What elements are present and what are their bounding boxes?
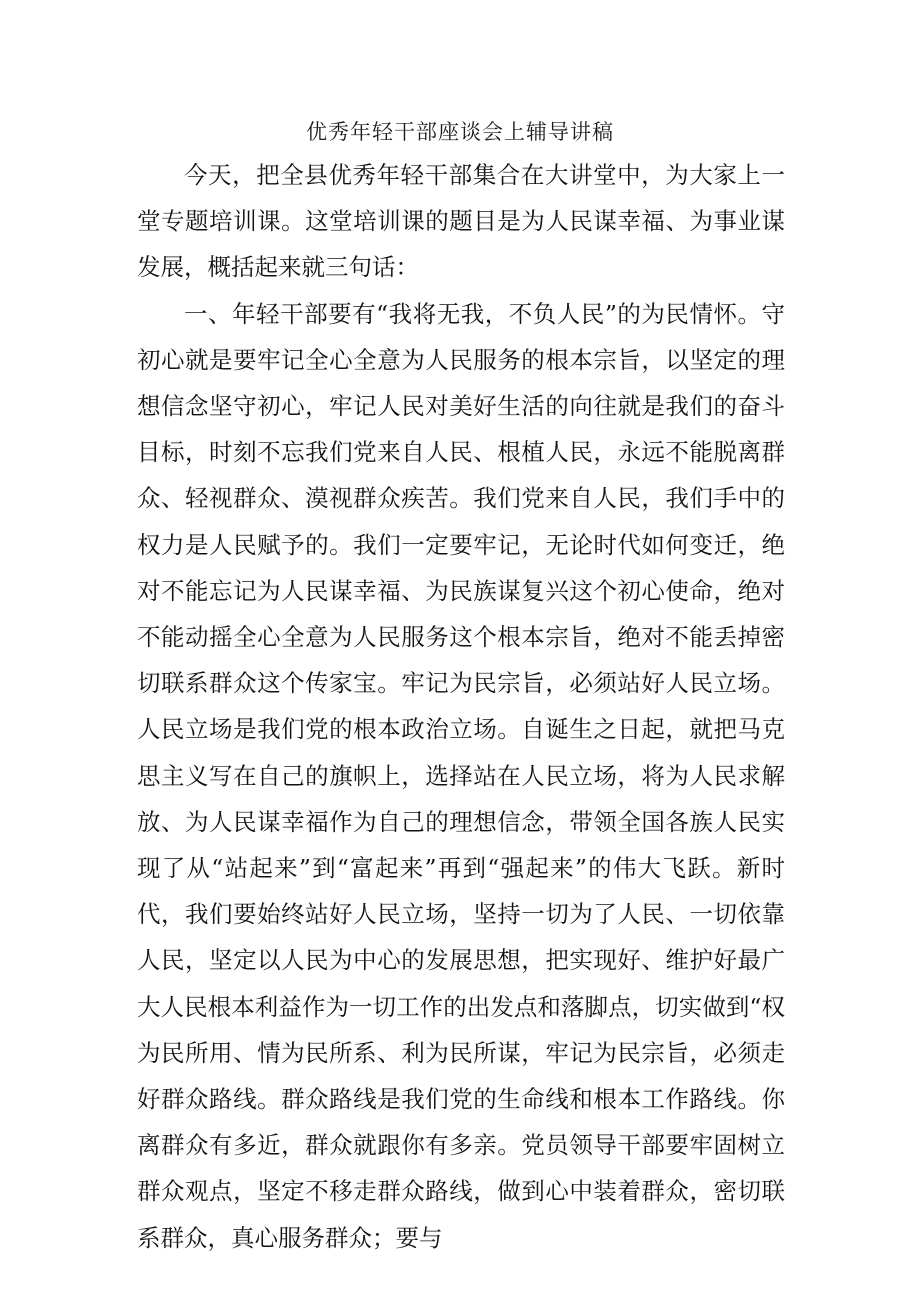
document-title: 优秀年轻干部座谈会上辅导讲稿 (306, 120, 614, 144)
paragraph-section-one: 一、年轻干部要有“我将无我，不负人民”的为民情怀。守初心就是要牢记全心全意为人民服务的根本宗旨，以坚定的理想信念坚守初心，牢记人民对美好生活的向往就是我们的奋斗目标，时刻不忘我们党来自人民、根植人民，永远不能脱离群众、轻视群众、漠视群众疾苦。我们党来自人民，我们手中的权力是人民赋予的。我们一定要牢记，无论时代如何变迁，绝对不能忘记为人民谋幸福、为民族谋复兴这个初心使命，绝对不能动摇全心全意为人民服务这个根本宗旨，绝对不能丢掉密切联系群众这个传家宝。牢记为民宗旨，必须站好人民立场。人民立场是我们党的根本政治立场。自诞生之日起，就把马克思主义写在自己的旗帜上，选择站在人民立场，将为人民求解放、为人民谋幸福作为自己的理想信念，带领全国各族人民实现了从“站起来”到“富起来”再到“强起来”的伟大飞跃。新时代，我们要始终站好人民立场，坚持一切为了人民、一切依靠人民，坚定以人民为中心的发展思想，把实现好、维护好最广大人民根本利益作为一切工作的出发点和落脚点，切实做到“权为民所用、情为民所系、利为民所谋，牢记为民宗旨，必须走好群众路线。群众路线是我们党的生命线和根本工作路线。你离群众有多近，群众就跟你有多亲。党员领导干部要牢固树立群众观点，坚定不移走群众路线，做到心中装着群众，密切联系群众，真心服务群众；要与 (137, 299, 785, 1252)
paragraph-intro: 今天，把全县优秀年轻干部集合在大讲堂中，为大家上一堂专题培训课。这堂培训课的题目是为人民谋幸福、为事业谋发展，概括起来就三句话： (137, 161, 785, 282)
document-body (137, 152, 785, 1261)
